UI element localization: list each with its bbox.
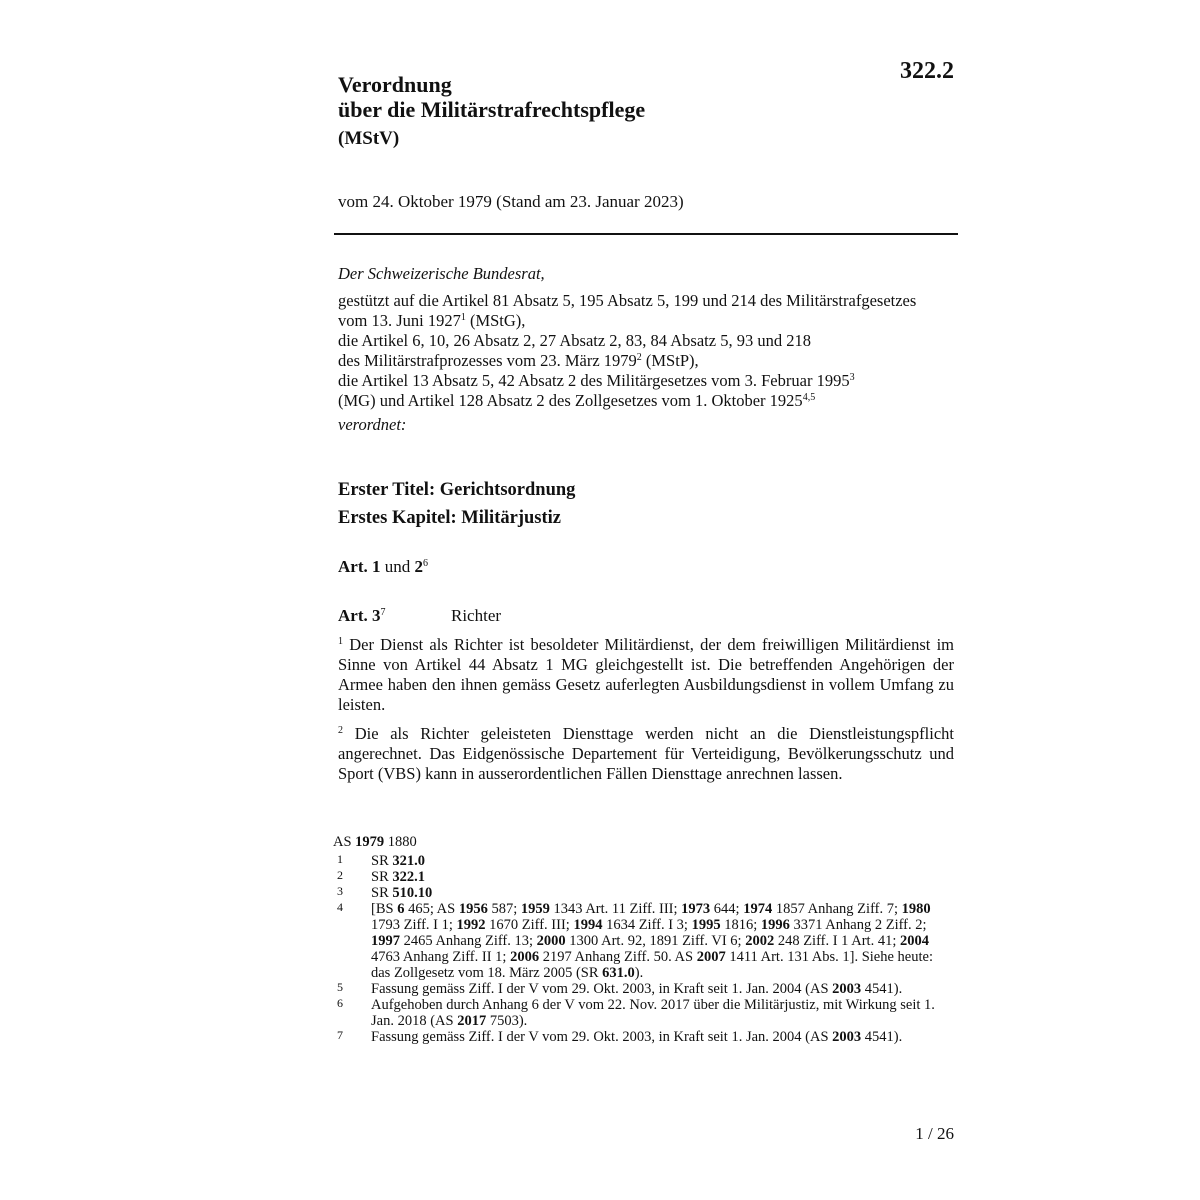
- preamble-closing: verordnet:: [338, 415, 407, 434]
- text-run: 4541).: [861, 1029, 903, 1045]
- as-reference: [333, 834, 417, 851]
- bold-text: 1959: [520, 901, 550, 917]
- footnote-ref: 7: [380, 607, 386, 618]
- text-run: SR: [371, 853, 393, 869]
- bold-text: 2003: [832, 1029, 862, 1045]
- bold-text: 1974: [743, 901, 773, 917]
- bold-text: 1980: [901, 901, 931, 917]
- bold-text: 1979: [355, 834, 385, 850]
- bold-text: 321.0: [392, 853, 425, 869]
- text-run: Fassung gemäss Ziff. I der V vom 29. Okt. 2003, in Kraft seit 1. Jan. 2004 (AS: [371, 1029, 833, 1045]
- title-abbreviation: (MStV): [338, 128, 400, 149]
- text-run: Die als Richter geleisteten Diensttage werden nicht an die Dienstleistungspflicht angerechnet. Das Eidgenössische Departement für Verteidigung, Bevölkerungsschutz und Sport (VBS) kann in ausserordentlichen Fällen Diensttage anrechnen lassen.: [338, 724, 954, 783]
- text-run: 1411 Art. 131 Abs. 1]. Siehe heute: das Zollgesetz vom 18. März 2005 (SR: [371, 949, 933, 981]
- text-run: des Militärstrafprozesses vom 23. März 1979: [338, 351, 637, 370]
- footnote-text: [371, 885, 947, 901]
- text-run: 1634 Ziff. I 3;: [602, 917, 692, 933]
- text-run: 2465 Anhang Ziff. 13;: [400, 933, 537, 949]
- header-divider: [334, 233, 958, 235]
- article-1-2-heading: [338, 557, 428, 577]
- footnote-text: [371, 997, 947, 1029]
- preamble-lines: [338, 291, 958, 411]
- bold-text: 2002: [745, 933, 775, 949]
- footnote-number: 2: [337, 868, 343, 882]
- article-3-label: [338, 606, 385, 626]
- text-run: 2197 Anhang Ziff. 50. AS: [539, 949, 697, 965]
- text-run: gestützt auf die Artikel 81 Absatz 5, 195 Absatz 5, 199 und 214 des Militärstrafgesetzes: [338, 291, 917, 310]
- footnote-list: [337, 853, 947, 1045]
- footnote-number: 3: [337, 884, 343, 898]
- bold-text: 2003: [832, 981, 862, 997]
- footnote-ref: 4,5: [802, 392, 816, 403]
- text-run: (MStP),: [641, 351, 699, 370]
- bold-text: Art. 3: [338, 606, 381, 625]
- text-run: 1880: [384, 834, 417, 850]
- footnote: [337, 869, 947, 885]
- preamble-line: [338, 331, 958, 351]
- bold-text: Art. 1: [338, 557, 381, 576]
- text-run: (MG) und Artikel 128 Absatz 2 des Zollgesetzes vom 1. Oktober 1925: [338, 391, 803, 410]
- footnote-number: 5: [337, 980, 343, 994]
- text-run: SR: [371, 869, 393, 885]
- text-run: AS: [333, 834, 356, 850]
- bold-text: 2006: [510, 949, 540, 965]
- preamble-authority: Der Schweizerische Bundesrat,: [338, 264, 545, 283]
- preamble: [338, 264, 958, 435]
- text-run: 1793 Ziff. I 1;: [371, 917, 457, 933]
- footnote-ref: 2: [636, 352, 642, 363]
- text-run: 1816;: [720, 917, 761, 933]
- page-number: 1 / 26: [915, 1124, 954, 1143]
- text-run: 587;: [487, 901, 521, 917]
- text-run: 7503).: [486, 1013, 528, 1029]
- text-run: 1300 Art. 92, 1891 Ziff. VI 6;: [565, 933, 746, 949]
- text-run: 644;: [710, 901, 744, 917]
- bold-text: 322.1: [392, 869, 425, 885]
- bold-text: 1956: [458, 901, 488, 917]
- text-run: die Artikel 6, 10, 26 Absatz 2, 27 Absatz 2, 83, 84 Absatz 5, 93 und 218: [338, 331, 811, 350]
- footnote: [337, 981, 947, 997]
- footnote-ref: 1: [338, 636, 343, 647]
- text-run: [BS: [371, 901, 398, 917]
- text-run: 1343 Art. 11 Ziff. III;: [549, 901, 682, 917]
- footnote: [337, 1029, 947, 1045]
- footnote-ref: 2: [338, 725, 343, 736]
- text-run: 1670 Ziff. III;: [485, 917, 574, 933]
- text-run: (MStG),: [465, 311, 526, 330]
- text-run: Fassung gemäss Ziff. I der V vom 29. Okt. 2003, in Kraft seit 1. Jan. 2004 (AS: [371, 981, 833, 997]
- text-run: 4541).: [861, 981, 903, 997]
- bold-text: 1994: [573, 917, 603, 933]
- text-run: Aufgehoben durch Anhang 6 der V vom 22. Nov. 2017 über die Militärjustiz, mit Wirkung seit 1. Jan. 2018 (AS: [371, 997, 935, 1029]
- bold-text: 2007: [696, 949, 726, 965]
- text-run: 3371 Anhang 2 Ziff. 2;: [789, 917, 927, 933]
- text-run: 4763 Anhang Ziff. II 1;: [371, 949, 511, 965]
- bold-text: 1992: [456, 917, 486, 933]
- sr-number: 322.2: [900, 58, 954, 84]
- date-line: vom 24. Oktober 1979 (Stand am 23. Januar 2023): [338, 192, 684, 211]
- article-3-paragraph-1: [338, 635, 954, 715]
- footnote-number: 6: [337, 996, 343, 1010]
- article-3-title: Richter: [451, 606, 502, 625]
- footnote-number: 4: [337, 900, 343, 914]
- bold-text: 1995: [691, 917, 721, 933]
- preamble-line: [338, 311, 958, 331]
- footnote-text: [371, 901, 947, 981]
- footnote-text: [371, 981, 947, 997]
- title-heading: Erster Titel: Gerichtsordnung: [338, 480, 576, 500]
- preamble-line: [338, 371, 958, 391]
- bold-text: 1997: [371, 933, 400, 949]
- footnote-text: [371, 853, 947, 869]
- footnote: [337, 997, 947, 1029]
- footnote-ref: 1: [460, 312, 466, 323]
- bold-text: 1996: [760, 917, 790, 933]
- bold-text: 510.10: [392, 885, 433, 901]
- preamble-line: [338, 351, 958, 371]
- footnote: [337, 901, 947, 981]
- text-run: 465; AS: [404, 901, 459, 917]
- footnote: [337, 885, 947, 901]
- preamble-line: [338, 291, 958, 311]
- text-run: Der Dienst als Richter ist besoldeter Militärdienst, der dem freiwilligen Militärdienst im Sinne von Artikel 44 Absatz 1 MG gleichgestellt ist. Die betreffenden Angehörigen der Armee haben den ihnen gemäss Gesetz auferlegten Ausbildungsdienst in vollem Umfang zu leisten.: [338, 635, 954, 714]
- footnote-number: 1: [337, 852, 343, 866]
- document-title: [338, 72, 645, 122]
- bold-text: 1973: [681, 901, 711, 917]
- footnote-text: [371, 1029, 947, 1045]
- bold-text: 2000: [536, 933, 566, 949]
- preamble-line: [338, 391, 958, 411]
- footnote: [337, 853, 947, 869]
- bold-text: 631.0: [602, 965, 635, 981]
- title-line-1: Verordnung: [338, 72, 452, 97]
- title-line-2: über die Militärstrafrechtspflege: [338, 97, 646, 122]
- text-run: ).: [634, 965, 644, 981]
- text-run: und: [380, 557, 415, 576]
- bold-text: 2017: [457, 1013, 487, 1029]
- footnote-number: 7: [337, 1028, 343, 1042]
- text-run: 1857 Anhang Ziff. 7;: [772, 901, 902, 917]
- text-run: vom 13. Juni 1927: [338, 311, 461, 330]
- text-run: die Artikel 13 Absatz 5, 42 Absatz 2 des Militärgesetzes vom 3. Februar 1995: [338, 371, 850, 390]
- text-run: 248 Ziff. I 1 Art. 41;: [774, 933, 900, 949]
- bold-text: 6: [397, 901, 405, 917]
- chapter-heading: Erstes Kapitel: Militärjustiz: [338, 508, 561, 528]
- article-3-paragraph-2: [338, 724, 954, 784]
- text-run: SR: [371, 885, 393, 901]
- bold-text: 2004: [899, 933, 929, 949]
- footnote-text: [371, 869, 947, 885]
- bold-text: 2: [414, 557, 423, 576]
- footnote-ref: 3: [849, 372, 855, 383]
- footnote-ref: 6: [422, 558, 428, 569]
